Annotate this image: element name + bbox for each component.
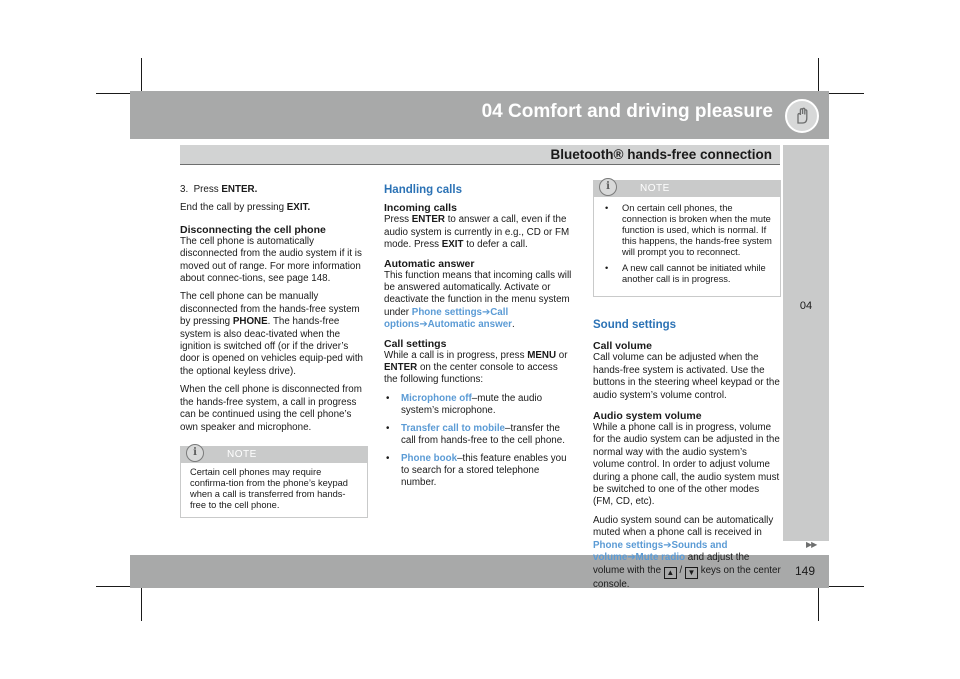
bullet-icon: • xyxy=(605,263,609,273)
menu-path-call-options: Call options xyxy=(384,306,509,331)
audio-volume-text: While a phone call is in progress, volume for the audio system can be adjusted in the normal way with the audio system’s volume control. In order to adjust volume during a phone call, the audio system must be switched to one of the other modes (FM, CD, etc). xyxy=(593,422,780,508)
header-band xyxy=(130,91,829,139)
call-settings-text: While a call is in progress, press MENU or ENTER on the center console to access the following functions: xyxy=(384,349,568,386)
info-icon: i xyxy=(186,444,204,462)
column-3 xyxy=(593,180,781,597)
list-item: • A new call cannot be initiated while another call is in progress. xyxy=(605,263,766,284)
incoming-calls-text: Press ENTER to answer a call, even if the audio system is currently in e.g., CD or FM mode. Press EXIT to defer a call. xyxy=(384,214,570,251)
bullet-icon: • xyxy=(605,203,609,213)
end-call-text: End the call by pressing EXIT. xyxy=(180,202,311,214)
chapter-tab xyxy=(783,145,829,541)
chapter-number: 04 xyxy=(799,300,813,312)
incoming-calls-heading: Incoming calls xyxy=(384,202,457,215)
call-volume-heading: Call volume xyxy=(593,340,652,353)
page-number: 149 xyxy=(795,564,816,578)
automatic-answer-text: This function means that incoming calls will be answered automatically. Activate or deactivate the function in the menu system under Phone settings➔Call options➔Automatic answer. xyxy=(384,269,572,331)
info-icon: i xyxy=(599,178,617,196)
arrow-right-icon: ➔ xyxy=(627,552,636,564)
menu-path-phone-settings: Phone settings xyxy=(593,539,664,551)
sound-settings-heading: Sound settings xyxy=(593,319,677,331)
note-label: NOTE xyxy=(227,448,257,460)
menu-path-phone-settings: Phone settings xyxy=(411,306,483,318)
list-item: • Transfer call to mobile–transfer the call from hands-free to the cell phone. xyxy=(386,422,565,447)
menu-path-sounds-and-volume: Sounds and volume xyxy=(593,539,728,564)
bullet-icon: • xyxy=(386,452,390,464)
audio-volume-heading: Audio system volume xyxy=(593,410,702,423)
note-label: NOTE xyxy=(640,183,670,194)
list-item: • Phone book–this feature enables you to search for a stored telephone number. xyxy=(386,452,567,489)
subsection-title: Bluetooth® hands-free connection xyxy=(550,147,772,162)
menu-path-mute-radio: Mute radio xyxy=(635,552,686,564)
step-3: 3. Press ENTER. xyxy=(180,184,258,195)
disconnect-paragraph-1: The cell phone is automatically disconnected from the audio system if it is moved out of range. For more information about connec-tions, see page 148. xyxy=(180,235,362,285)
disconnect-heading: Disconnecting the cell phone xyxy=(180,223,326,236)
list-item: • Microphone off–mute the audio system’s microphone. xyxy=(386,392,543,417)
arrow-right-icon: ➔ xyxy=(482,306,491,318)
disconnect-paragraph-3: When the cell phone is disconnected from the hands-free system, a call in progress can be continued using the cell phone’s own speaker and microphone. xyxy=(180,384,362,433)
volume-up-icon: ▲ xyxy=(664,567,677,579)
call-settings-heading: Call settings xyxy=(384,337,447,350)
list-item: • On certain cell phones, the connection is broken when the mute function is used, which is normal. If this happens, the hands-free system will prompt you to reconnect. xyxy=(605,203,772,257)
column-2 xyxy=(384,184,574,495)
disconnect-paragraph-2: The cell phone can be manually disconnected from the hands-free system by pressing PHONE. The hands-free system is also deac-tivated when the ignition is switched off (or if the driver’s door is opened on vehicles equip-ped with the optional keyless drive). xyxy=(180,291,363,377)
continue-marker: ▶▶ xyxy=(806,540,817,549)
arrow-right-icon: ➔ xyxy=(663,539,672,551)
bullet-icon: • xyxy=(386,422,390,434)
subsection-band xyxy=(180,145,780,165)
hand-icon xyxy=(785,99,819,133)
volume-down-icon: ▼ xyxy=(685,567,698,579)
call-volume-text: Call volume can be adjusted when the hands-free system is activated. Use the buttons in the steering wheel keypad or the audio system’s volume control. xyxy=(593,352,780,401)
note-text: Certain cell phones may require confirma-tion from the phone’s keypad when a call is transferred from hands-free to the cell phone. xyxy=(190,466,348,510)
menu-path-automatic-answer: Automatic answer xyxy=(427,319,512,331)
bullet-icon: • xyxy=(386,392,390,404)
handling-calls-heading: Handling calls xyxy=(384,184,462,196)
automatic-answer-heading: Automatic answer xyxy=(384,257,475,270)
note-box xyxy=(180,446,368,518)
arrow-right-icon: ➔ xyxy=(419,319,428,331)
auto-mute-text: Audio system sound can be automatically muted when a phone call is received in Phone settings➔Sounds and volume➔Mute radio and adjust the volume with the ▲ / ▼ keys on the center console. xyxy=(593,514,781,590)
note-box xyxy=(593,180,781,297)
column-1 xyxy=(180,184,368,526)
section-title: 04 Comfort and driving pleasure xyxy=(481,101,773,122)
